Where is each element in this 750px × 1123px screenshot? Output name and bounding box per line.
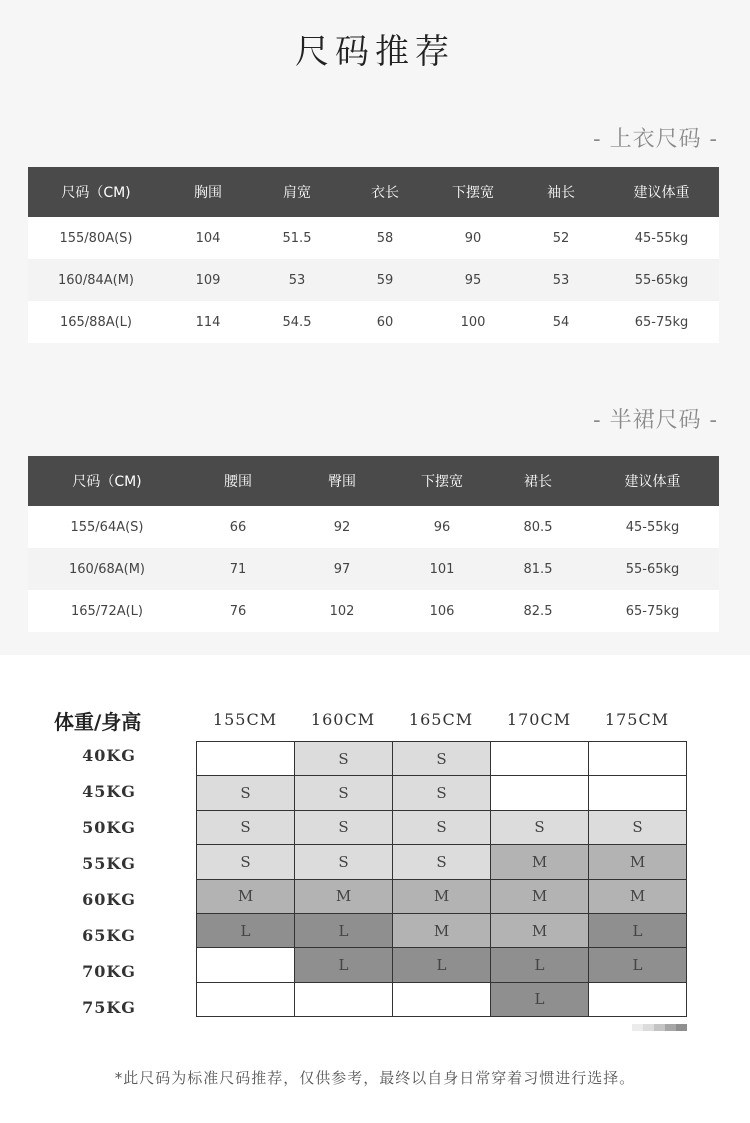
table-cell: 92: [290, 506, 394, 548]
column-header: 裙长: [490, 456, 586, 506]
size-cell: S: [393, 845, 491, 879]
weight-header: 40KG: [82, 746, 136, 765]
table-cell: 54.5: [252, 301, 342, 343]
column-header: 袖长: [518, 167, 604, 217]
size-recommendation-grid: [196, 741, 687, 1017]
table-cell: 45-55kg: [604, 217, 719, 259]
size-cell: L: [491, 948, 589, 982]
table-cell: 104: [164, 217, 252, 259]
table-cell: 106: [394, 590, 490, 632]
height-header: 165CM: [408, 710, 474, 729]
table-cell: 100: [428, 301, 518, 343]
top-section-label: - 上衣尺码 -: [593, 127, 718, 152]
size-cell: [295, 983, 393, 1017]
legend-swatch: [665, 1024, 676, 1031]
size-cell: S: [295, 776, 393, 810]
size-cell: M: [491, 845, 589, 879]
size-cell: L: [295, 948, 393, 982]
table-cell: 55-65kg: [604, 259, 719, 301]
weight-header: 65KG: [82, 926, 136, 945]
column-header: 建议体重: [586, 456, 719, 506]
size-cell: [197, 948, 295, 982]
weight-header: 70KG: [82, 962, 136, 981]
page-title: 尺码推荐: [295, 32, 455, 72]
table-cell: 160/68A(M): [28, 548, 186, 590]
table-cell: 58: [342, 217, 428, 259]
size-cell: M: [393, 880, 491, 914]
shade-legend-strip: [632, 1024, 687, 1031]
table-cell: 102: [290, 590, 394, 632]
table-cell: 95: [428, 259, 518, 301]
size-cell: L: [589, 948, 687, 982]
size-cell: S: [295, 742, 393, 776]
size-cell: L: [491, 983, 589, 1017]
size-cell: S: [393, 776, 491, 810]
table-cell: 109: [164, 259, 252, 301]
size-grid-title: 体重/身高: [54, 710, 142, 734]
weight-header: 50KG: [82, 818, 136, 837]
table-header-row: [28, 167, 719, 217]
size-cell: L: [589, 914, 687, 948]
column-header: 尺码（CM): [28, 167, 164, 217]
table-cell: 45-55kg: [586, 506, 719, 548]
table-row: [28, 259, 719, 301]
size-cell: L: [393, 948, 491, 982]
weight-header: 75KG: [82, 998, 136, 1017]
table-row: [28, 217, 719, 259]
table-cell: 96: [394, 506, 490, 548]
table-cell: 76: [186, 590, 290, 632]
weight-header: 45KG: [82, 782, 136, 801]
height-header: 175CM: [604, 710, 670, 729]
table-cell: 52: [518, 217, 604, 259]
table-cell: 155/64A(S): [28, 506, 186, 548]
column-header: 下摆宽: [394, 456, 490, 506]
top-size-table: [28, 167, 719, 343]
table-header-row: [28, 456, 719, 506]
size-cell: S: [295, 845, 393, 879]
table-row: [28, 506, 719, 548]
size-cell: S: [197, 776, 295, 810]
size-cell: [589, 983, 687, 1017]
table-cell: 51.5: [252, 217, 342, 259]
table-cell: 160/84A(M): [28, 259, 164, 301]
table-cell: 60: [342, 301, 428, 343]
legend-swatch: [643, 1024, 654, 1031]
column-header: 建议体重: [604, 167, 719, 217]
column-header: 尺码（CM): [28, 456, 186, 506]
table-cell: 97: [290, 548, 394, 590]
table-cell: 59: [342, 259, 428, 301]
footnote: *此尺码为标准尺码推荐，仅供参考，最终以自身日常穿着习惯进行选择。: [114, 1069, 636, 1087]
table-cell: 81.5: [490, 548, 586, 590]
table-cell: 155/80A(S): [28, 217, 164, 259]
size-cell: M: [491, 914, 589, 948]
table-cell: 80.5: [490, 506, 586, 548]
column-header: 臀围: [290, 456, 394, 506]
size-cell: S: [295, 811, 393, 845]
size-cell: M: [589, 880, 687, 914]
skirt-section-label: - 半裙尺码 -: [593, 408, 718, 433]
height-header: 170CM: [506, 710, 572, 729]
table-cell: 66: [186, 506, 290, 548]
weight-header: 55KG: [82, 854, 136, 873]
height-header: 155CM: [212, 710, 278, 729]
size-cell: M: [197, 880, 295, 914]
table-cell: 53: [518, 259, 604, 301]
column-header: 衣长: [342, 167, 428, 217]
size-cell: [197, 742, 295, 776]
size-cell: S: [197, 811, 295, 845]
table-cell: 54: [518, 301, 604, 343]
legend-swatch: [676, 1024, 687, 1031]
legend-swatch: [654, 1024, 665, 1031]
size-cell: M: [589, 845, 687, 879]
table-cell: 71: [186, 548, 290, 590]
table-cell: 82.5: [490, 590, 586, 632]
table-cell: 114: [164, 301, 252, 343]
table-row: [28, 548, 719, 590]
table-cell: 90: [428, 217, 518, 259]
size-cell: S: [393, 811, 491, 845]
size-cell: [197, 983, 295, 1017]
size-cell: M: [491, 880, 589, 914]
size-cell: S: [393, 742, 491, 776]
weight-header: 60KG: [82, 890, 136, 909]
table-cell: 65-75kg: [604, 301, 719, 343]
legend-swatch: [632, 1024, 643, 1031]
table-row: [28, 590, 719, 632]
height-header: 160CM: [310, 710, 376, 729]
column-header: 肩宽: [252, 167, 342, 217]
size-cell: [589, 742, 687, 776]
table-cell: 65-75kg: [586, 590, 719, 632]
size-cell: [491, 776, 589, 810]
size-cell: M: [393, 914, 491, 948]
size-cell: L: [197, 914, 295, 948]
size-cell: L: [295, 914, 393, 948]
size-cell: S: [197, 845, 295, 879]
skirt-size-table: [28, 456, 719, 632]
size-cell: S: [491, 811, 589, 845]
size-cell: [393, 983, 491, 1017]
table-row: [28, 301, 719, 343]
column-header: 腰围: [186, 456, 290, 506]
column-header: 胸围: [164, 167, 252, 217]
table-cell: 165/88A(L): [28, 301, 164, 343]
size-cell: M: [295, 880, 393, 914]
size-cell: S: [589, 811, 687, 845]
table-cell: 53: [252, 259, 342, 301]
size-cell: [491, 742, 589, 776]
table-cell: 165/72A(L): [28, 590, 186, 632]
size-cell: [589, 776, 687, 810]
column-header: 下摆宽: [428, 167, 518, 217]
table-cell: 101: [394, 548, 490, 590]
table-cell: 55-65kg: [586, 548, 719, 590]
